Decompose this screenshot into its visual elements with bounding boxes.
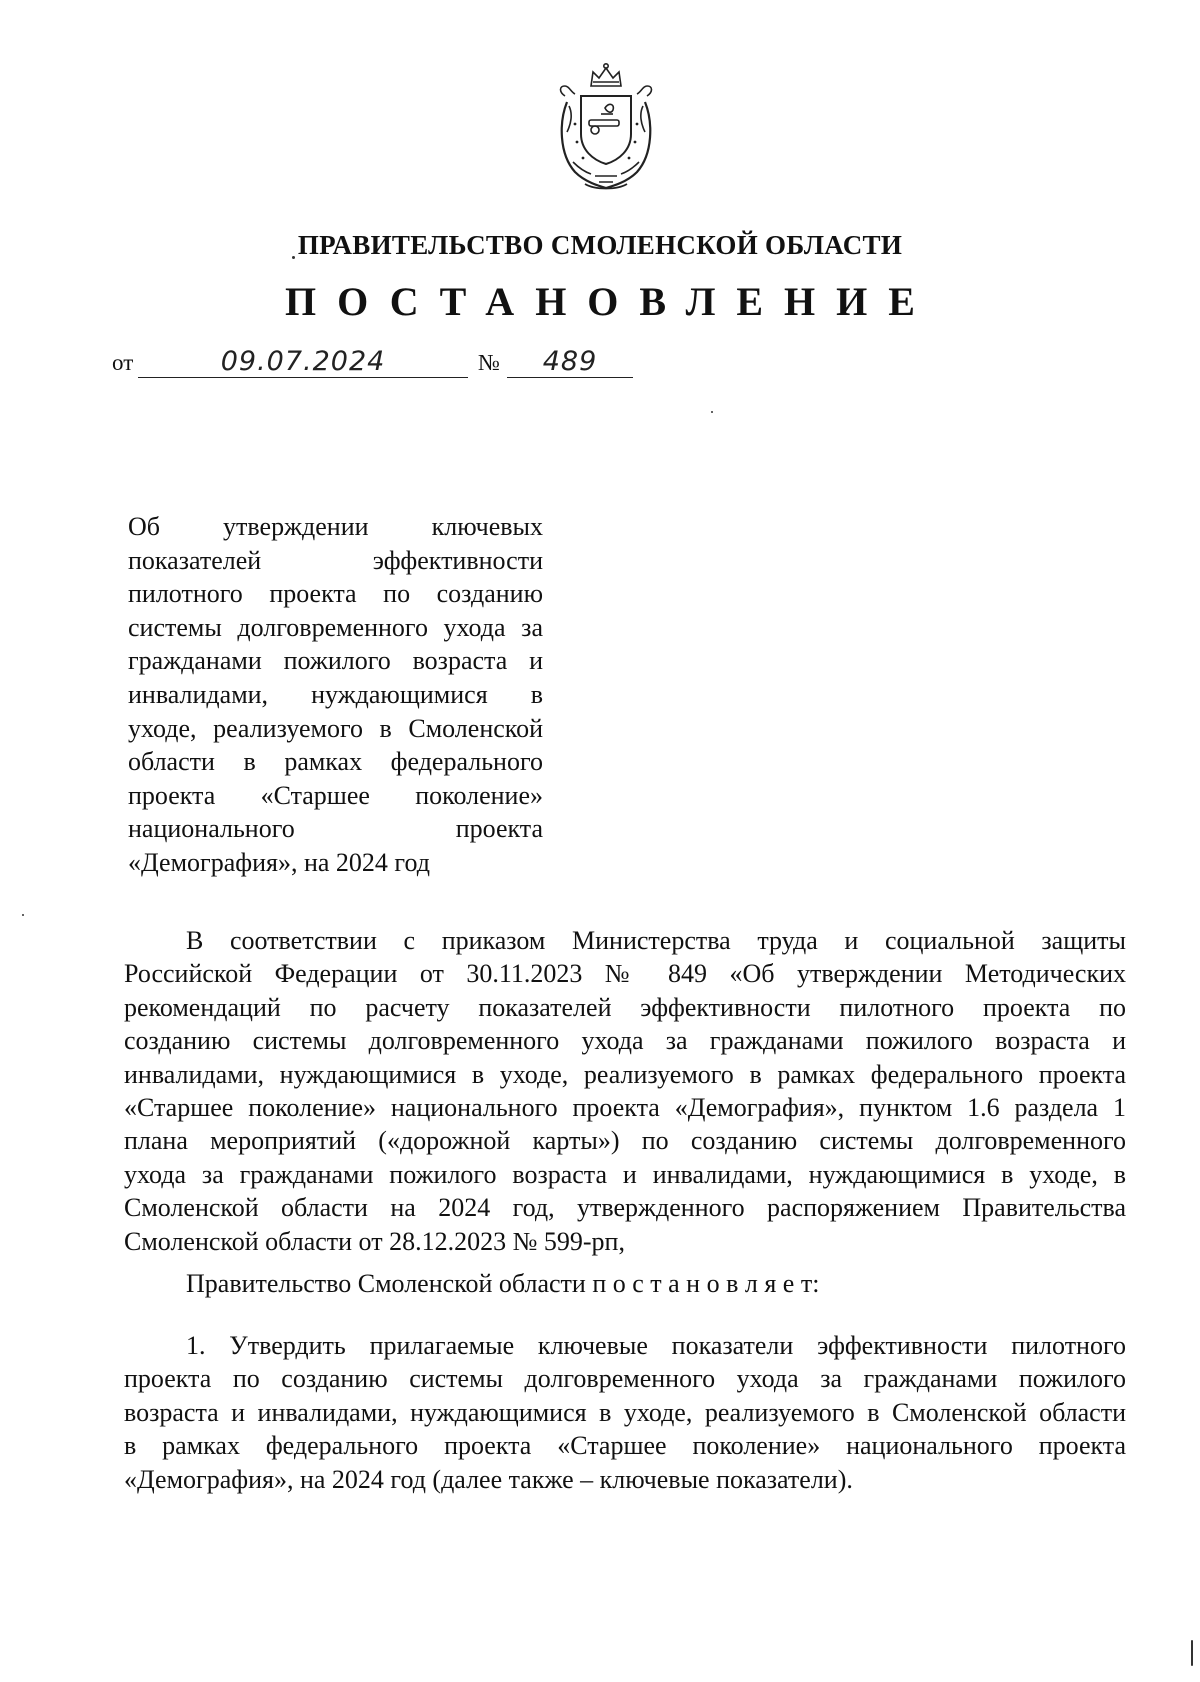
preamble-paragraph: [124, 924, 1126, 1258]
document-date-number-line: [112, 344, 598, 384]
subject-line: показателей эффективности: [128, 545, 543, 575]
decree-statement: [124, 1267, 1188, 1300]
preamble-line: Смоленской области от 28.12.2023 № 599-рп,: [124, 1226, 625, 1256]
clause-line: в рамках федерального проекта «Старшее поколение» национального проекта: [124, 1431, 1126, 1461]
preamble-line: ухода за гражданами пожилого возраста и инвалидами, нуждающимися в уходе, в: [124, 1159, 1126, 1189]
clause-line: проекта по созданию системы долговременного ухода за гражданами пожилого: [124, 1364, 1126, 1394]
scan-speck: [1191, 1640, 1193, 1666]
decree-verb: п о с т а н о в л я е т:: [592, 1269, 820, 1298]
scan-speck: [711, 411, 713, 413]
subject-line: Об утверждении ключевых: [128, 512, 543, 541]
scan-speck: [22, 914, 24, 916]
clause-line: «Демография», на 2024 год (далее также – ключевые показатели).: [124, 1464, 853, 1494]
subject-line: «Демография», на 2024 год: [128, 847, 430, 877]
subject-line: пилотного проекта по созданию: [128, 579, 543, 609]
preamble-line: инвалидами, нуждающимися в уходе, реализуемого в рамках федерального проекта: [124, 1059, 1126, 1089]
date-label: от: [112, 350, 134, 375]
number-label: №: [478, 350, 500, 375]
subject-line: проекта «Старшее поколение»: [128, 780, 543, 810]
subject-line: уходе, реализуемого в Смоленской: [128, 713, 543, 743]
subject-line: национального проекта: [128, 814, 543, 844]
preamble-line: созданию системы долговременного ухода за гражданами пожилого возраста и: [124, 1026, 1126, 1056]
clause-line: 1. Утвердить прилагаемые ключевые показатели эффективности пилотного: [186, 1331, 1126, 1360]
preamble-line: Смоленской области на 2024 год, утвержденного распоряжением Правительства: [124, 1193, 1126, 1223]
organization-name: ПРАВИТЕЛЬСТВО СМОЛЕНСКОЙ ОБЛАСТИ: [297, 230, 903, 260]
smolensk-coat-of-arms-icon: [555, 62, 657, 192]
preamble-line: плана мероприятий («дорожной карты») по созданию системы долговременного: [124, 1126, 1126, 1156]
preamble-line: «Старшее поколение» национального проекта «Демография», пунктом 1.6 раздела 1: [124, 1093, 1126, 1123]
subject-line: гражданами пожилого возраста и: [128, 646, 543, 676]
subject-line: системы долговременного ухода за: [128, 612, 543, 642]
preamble-line: В соответствии с приказом Министерства труда и социальной защиты: [186, 926, 1126, 955]
scan-speck: [292, 256, 295, 259]
subject-line: области в рамках федерального: [128, 747, 543, 777]
clause-line: возраста и инвалидами, нуждающимися в уходе, реализуемого в Смоленской области: [124, 1397, 1126, 1427]
document-subject: [128, 510, 543, 880]
decree-prefix: Правительство Смоленской области: [186, 1269, 586, 1298]
clause-1-paragraph: [124, 1329, 1126, 1496]
preamble-line: Российской Федерации от 30.11.2023 № 849 «Об утверждении Методических: [124, 959, 1126, 989]
document-number: 489: [507, 346, 633, 378]
preamble-line: рекомендаций по расчету показателей эффективности пилотного проекта по: [124, 992, 1126, 1022]
document-date: 09.07.2024: [138, 346, 468, 378]
document-type-title: ПОСТАНОВЛЕНИЕ: [285, 279, 936, 324]
subject-line: инвалидами, нуждающимися в: [128, 679, 543, 709]
